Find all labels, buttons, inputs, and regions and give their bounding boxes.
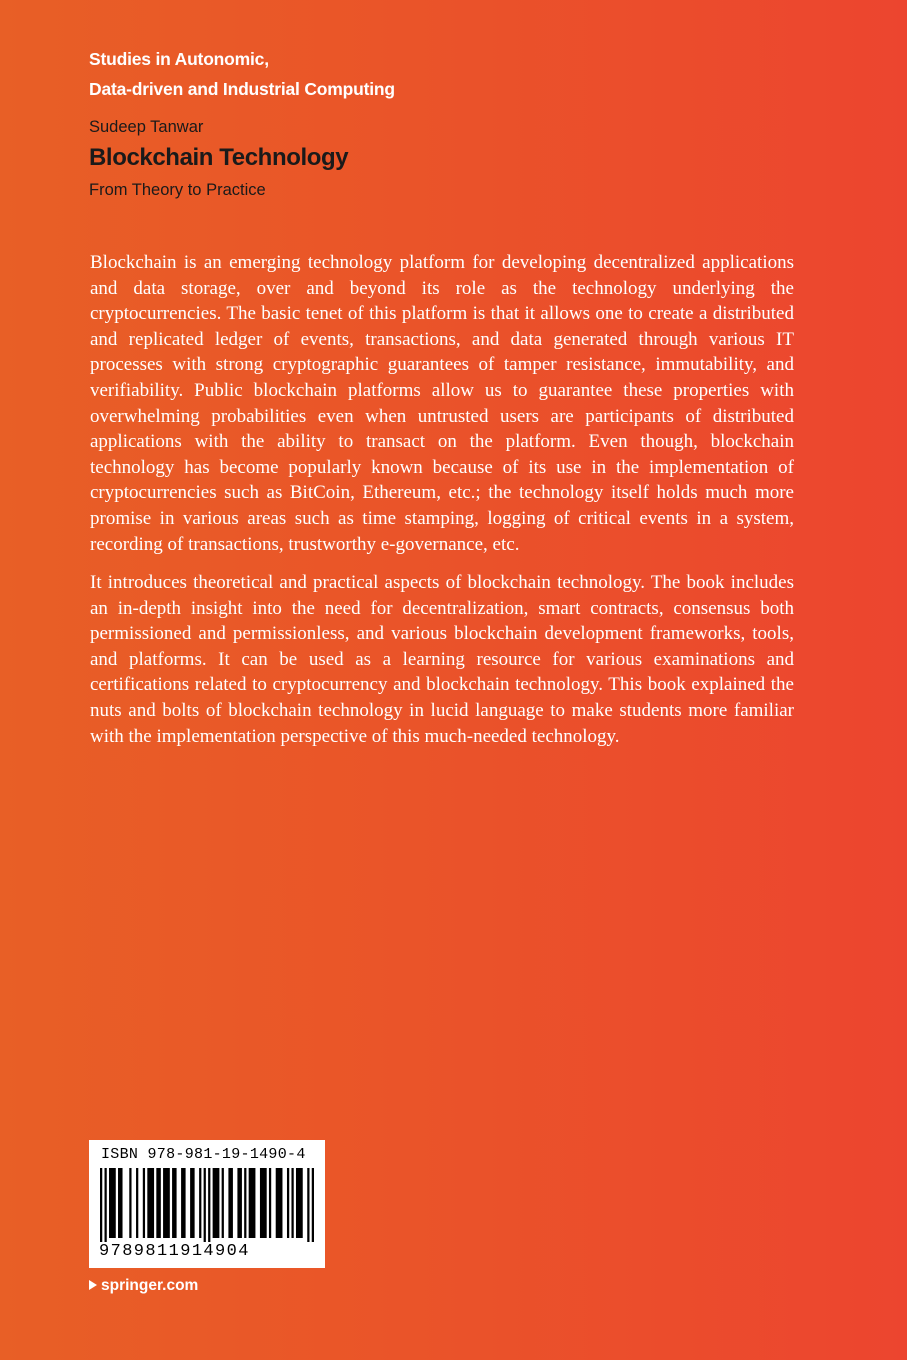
barcode-bar — [291, 1168, 293, 1238]
blurb-paragraph-1: Blockchain is an emerging technology platform for developing decentralized applications and data storage, over and beyond its role as the technology underlying the cryptocurrencies. The basic tenet of this platform is that it allows one to create a distributed and replicated ledger of events, transactions, and data generated through various IT processes with strong cryptographic guarantees of tamper resistance, immutability, and verifiability. Public blockchain platforms allow us to guarantee these properties with overwhelming probabilities even when untrusted users are participants of distributed applications with the ability to transact on the platform. Even though, blockchain technology has become popularly known because of its use in the implementation of cryptocurrencies such as BitCoin, Ethereum, etc.; the technology itself holds much more promise in various areas such as time stamping, logging of critical events in a system, recording of transactions, trustworthy e-governance, etc. — [90, 252, 794, 555]
barcode-bar — [199, 1168, 201, 1238]
barcode-bar — [118, 1168, 123, 1238]
barcode-bar — [213, 1168, 220, 1238]
barcode-bar — [100, 1168, 102, 1242]
barcode-bar — [204, 1168, 206, 1242]
barcode-bar — [147, 1168, 154, 1238]
barcode-bar — [228, 1168, 233, 1238]
series-title-line-1: Studies in Autonomic, — [89, 49, 269, 69]
barcode-bar — [181, 1168, 186, 1238]
barcode-bar — [237, 1168, 242, 1238]
barcode-bar — [269, 1168, 271, 1238]
barcode-bars — [100, 1168, 314, 1242]
barcode-bar — [296, 1168, 303, 1238]
barcode-bar — [172, 1168, 177, 1238]
barcode-bar — [163, 1168, 170, 1238]
barcode-bar — [190, 1168, 195, 1238]
book-title: Blockchain Technology — [89, 144, 349, 171]
book-subtitle: From Theory to Practice — [89, 181, 266, 199]
barcode-bar — [312, 1168, 314, 1242]
barcode-bar — [222, 1168, 224, 1238]
arrow-right-icon — [89, 1280, 97, 1290]
barcode-bar — [105, 1168, 107, 1242]
barcode-bar — [109, 1168, 116, 1238]
series-title — [89, 44, 395, 104]
series-title-line-2: Data-driven and Industrial Computing — [89, 79, 395, 99]
barcode-bar — [136, 1168, 138, 1238]
barcode-bar — [249, 1168, 256, 1238]
barcode-bar — [287, 1168, 289, 1238]
publisher-website: springer.com — [101, 1277, 199, 1294]
barcode-bar — [260, 1168, 267, 1238]
barcode-bar — [307, 1168, 309, 1242]
barcode-bar — [156, 1168, 161, 1238]
author-name: Sudeep Tanwar — [89, 118, 204, 136]
barcode-digits: 9789811914904 — [99, 1242, 250, 1261]
barcode-bar — [143, 1168, 145, 1238]
blurb-paragraph-2: It introduces theoretical and practical aspects of blockchain technology. The book includes an in-depth insight into the need for decentralization, smart contracts, consensus both permissioned and permissionless, and various blockchain development frameworks, tools, and platforms. It can be used as a learning resource for various examinations and certifications related to cryptocurrency and blockchain technology. This book explained the nuts and bolts of blockchain technology in lucid language to make students more familiar with the implementation perspective of this much-needed technology. — [90, 572, 794, 747]
barcode-bar — [129, 1168, 131, 1238]
isbn-barcode — [89, 1140, 325, 1268]
barcode-bar — [208, 1168, 210, 1242]
publisher-link[interactable] — [89, 1275, 198, 1297]
barcode-bar — [276, 1168, 283, 1238]
isbn-number: ISBN 978-981-19-1490-4 — [101, 1146, 306, 1163]
barcode-bar — [244, 1168, 246, 1238]
